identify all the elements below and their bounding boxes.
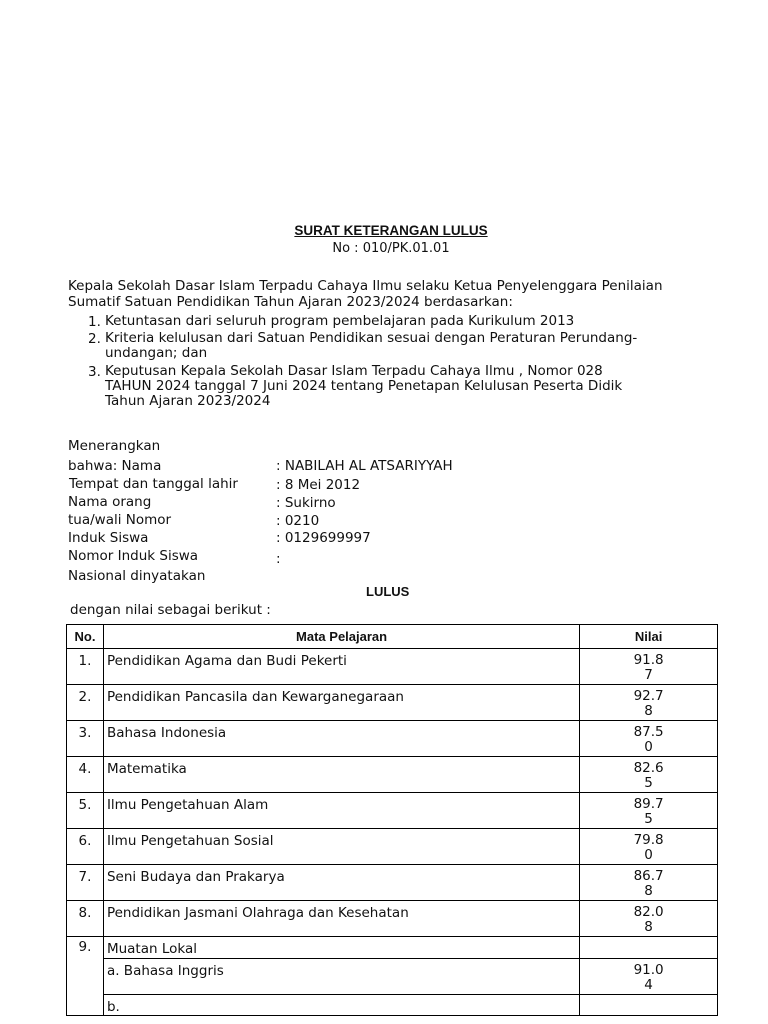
- menerangkan-label: Menerangkan: [68, 438, 161, 454]
- score-part: 82.0: [633, 904, 664, 920]
- table-header-row: [67, 625, 718, 649]
- row-subject: Matematika: [103, 757, 579, 793]
- table-row: [67, 649, 718, 685]
- row-score: [580, 721, 718, 757]
- score-part: 87.5: [633, 724, 664, 740]
- value-ttl: : 8 Mei 2012: [276, 477, 361, 493]
- row-subject: Bahasa Indonesia: [103, 721, 579, 757]
- score-part: 0: [644, 739, 653, 755]
- score-part: 8: [644, 703, 653, 719]
- score-part: 92.7: [633, 688, 664, 704]
- header-no: No.: [67, 625, 104, 649]
- score-part: 89.7: [633, 796, 664, 812]
- row-number: 3.: [67, 721, 104, 757]
- intro-line-1: Kepala Sekolah Dasar Islam Terpadu Cahaya Ilmu selaku Ketua Penyelenggara Penilaian: [68, 278, 663, 294]
- row-subject: Muatan Lokal: [103, 937, 579, 959]
- row-subject: Ilmu Pengetahuan Alam: [103, 793, 579, 829]
- row-subject: Ilmu Pengetahuan Sosial: [103, 829, 579, 865]
- row-subject: b.: [103, 995, 579, 1016]
- document-number: No : 010/PK.01.01: [332, 241, 450, 256]
- basis-item-3: [105, 364, 622, 409]
- score-part: 91.0: [633, 962, 664, 978]
- table-row-muatan-lokal: [67, 937, 718, 959]
- row-number: 2.: [67, 685, 104, 721]
- score-part: 91.8: [633, 652, 664, 668]
- table-row: [67, 995, 718, 1016]
- intro-line-2: Sumatif Satuan Pendidikan Tahun Ajaran 2023/2024 berdasarkan:: [68, 294, 513, 310]
- row-number: 5.: [67, 793, 104, 829]
- score-part: 8: [644, 883, 653, 899]
- basis-item-2-line: undangan; dan: [105, 345, 208, 361]
- row-subject: a. Bahasa Inggris: [103, 959, 579, 995]
- table-row: [67, 865, 718, 901]
- table-row: [67, 959, 718, 995]
- score-part: 5: [644, 811, 653, 827]
- label-nisn-2: Nasional dinyatakan: [68, 568, 206, 584]
- basis-item-1: [105, 314, 574, 329]
- basis-item-3-line: Tahun Ajaran 2023/2024: [105, 393, 271, 409]
- header-subject: Mata Pelajaran: [103, 625, 579, 649]
- row-score-empty: [580, 995, 718, 1016]
- score-part: 82.6: [633, 760, 664, 776]
- score-part: 7: [644, 667, 653, 683]
- row-subject: Pendidikan Jasmani Olahraga dan Kesehatan: [103, 901, 579, 937]
- basis-item-2-line: Kriteria kelulusan dari Satuan Pendidikan sesuai dengan Peraturan Perundang-: [105, 330, 638, 346]
- score-part: 8: [644, 919, 653, 935]
- header-score: Nilai: [580, 625, 718, 649]
- row-score: [580, 829, 718, 865]
- row-number: 4.: [67, 757, 104, 793]
- score-part: 79.8: [633, 832, 664, 848]
- table-row: [67, 721, 718, 757]
- row-number: 1.: [67, 649, 104, 685]
- score-part: 0: [644, 847, 653, 863]
- score-part: 86.7: [633, 868, 664, 884]
- basis-item-3-line: TAHUN 2024 tanggal 7 Juni 2024 tentang Penetapan Kelulusan Peserta Didik: [105, 378, 623, 394]
- value-nama: : NABILAH AL ATSARIYYAH: [276, 458, 453, 474]
- value-dinyatakan: :: [276, 551, 281, 567]
- label-nama: bahwa: Nama: [68, 458, 162, 474]
- row-score: [580, 901, 718, 937]
- row-score: [580, 649, 718, 685]
- label-ortu-2: tua/wali Nomor: [68, 512, 172, 528]
- basis-item-2: [105, 331, 637, 361]
- document-title: SURAT KETERANGAN LULUS: [294, 223, 488, 238]
- basis-number-2: 2.: [88, 331, 101, 347]
- row-number: 8.: [67, 901, 104, 937]
- row-score: [580, 757, 718, 793]
- label-nisn-1: Nomor Induk Siswa: [68, 548, 199, 564]
- row-score: [580, 865, 718, 901]
- table-row: [67, 901, 718, 937]
- score-part: 4: [644, 977, 653, 993]
- nilai-intro: dengan nilai sebagai berikut :: [70, 602, 271, 618]
- label-ortu-1: Nama orang: [68, 494, 152, 510]
- label-ttl: Tempat dan tanggal lahir: [69, 476, 238, 492]
- status-lulus: LULUS: [366, 584, 410, 599]
- row-number: 6.: [67, 829, 104, 865]
- value-nis: : 0210: [276, 513, 320, 529]
- row-subject: Seni Budaya dan Prakarya: [103, 865, 579, 901]
- row-number: 7.: [67, 865, 104, 901]
- basis-number-3: 3.: [88, 364, 101, 380]
- value-ortu: : Sukirno: [276, 495, 336, 511]
- row-subject: Pendidikan Pancasila dan Kewarganegaraan: [103, 685, 579, 721]
- table-row: [67, 757, 718, 793]
- table-row: [67, 685, 718, 721]
- value-nisn: : 0129699997: [276, 530, 371, 546]
- row-number: 9.: [67, 937, 104, 1016]
- row-score: [580, 685, 718, 721]
- label-nis: Induk Siswa: [68, 530, 149, 546]
- grades-table: [66, 624, 718, 1016]
- table-row: [67, 793, 718, 829]
- basis-item-1-line: Ketuntasan dari seluruh program pembelajaran pada Kurikulum 2013: [105, 313, 575, 329]
- row-score: [580, 793, 718, 829]
- row-score-empty: [580, 937, 718, 959]
- score-part: 5: [644, 775, 653, 791]
- basis-number-1: 1.: [88, 314, 101, 330]
- row-score: [580, 959, 718, 995]
- row-subject: Pendidikan Agama dan Budi Pekerti: [103, 649, 579, 685]
- basis-item-3-line: Keputusan Kepala Sekolah Dasar Islam Terpadu Cahaya Ilmu , Nomor 028: [105, 363, 603, 379]
- table-row: [67, 829, 718, 865]
